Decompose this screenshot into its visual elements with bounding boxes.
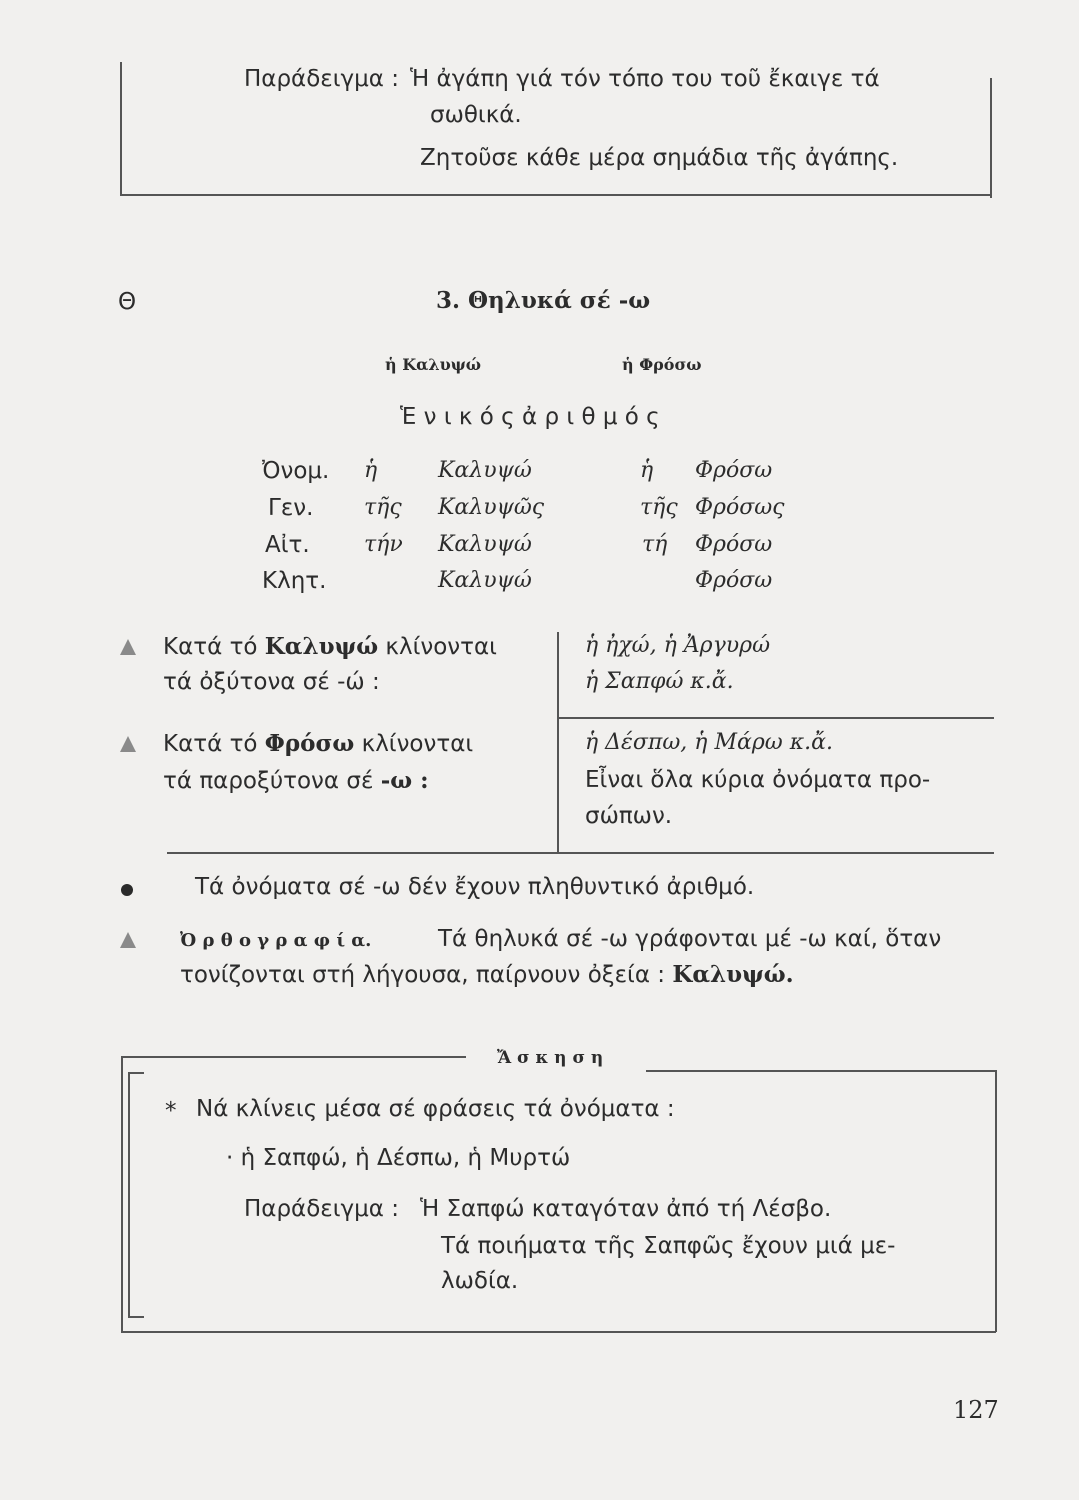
rule2-example3: σώπων. xyxy=(585,803,673,829)
article-froso: τή xyxy=(642,532,668,557)
case-label: Κλητ. xyxy=(262,568,327,594)
form-kalypso: Καλυψῶς xyxy=(438,495,545,520)
article-froso: τῆς xyxy=(640,495,678,520)
article-kalypso: τήν xyxy=(364,532,403,557)
warning-triangle-icon xyxy=(120,736,136,752)
rules-vertical-divider xyxy=(557,632,559,854)
section-title: 3. Θηλυκά σέ -ω xyxy=(436,287,651,314)
exercise-example1: Ἡ Σαπφώ καταγόταν ἀπό τή Λέσβο. xyxy=(420,1196,832,1222)
bullet-icon xyxy=(121,884,133,896)
rule2-line1: Κατά τό Φρόσω κλίνονται xyxy=(163,730,474,757)
exercise-box-left-outer xyxy=(121,1056,123,1332)
rule1-line2: τά ὀξύτονα σέ -ώ : xyxy=(163,669,380,695)
top-box-right-border xyxy=(990,78,992,198)
section-marker: Θ xyxy=(118,289,137,315)
top-example-line2: σωθικά. xyxy=(430,102,522,128)
rules-bottom-divider xyxy=(167,852,994,854)
form-froso: Φρόσω xyxy=(695,568,773,593)
form-froso: Φρόσως xyxy=(695,495,785,520)
top-example-line3: Ζητοῦσε κάθε μέρα σημάδια τῆς ἀγάπης. xyxy=(420,145,899,171)
case-label: Γεν. xyxy=(268,495,314,521)
exercise-box-inner-top xyxy=(128,1072,144,1074)
rule2-example1: ἡ Δέσπω, ἡ Μάρω κ.ἄ. xyxy=(585,730,833,755)
form-kalypso: Καλυψώ xyxy=(438,532,532,557)
rules-middle-divider xyxy=(557,717,994,719)
exercise-title: Ἄ σ κ η σ η xyxy=(497,1048,604,1068)
rule1-example1: ἡ ἠχώ, ἡ Ἀργυρώ xyxy=(585,633,771,658)
top-box-bottom-border xyxy=(120,194,991,196)
case-label: Αἰτ. xyxy=(265,532,310,558)
plural-note: Τά ὀνόματα σέ -ω δέν ἔχουν πληθυντικό ἀριθμό. xyxy=(195,874,755,900)
orthography-label: Ὀ ρ θ ο γ ρ α φ ί α. xyxy=(180,930,372,951)
exercise-box-top-right xyxy=(646,1070,996,1072)
heading-froso: ἡ Φρόσω xyxy=(622,355,702,374)
top-example-line1: Ἡ ἀγάπη γιά τόν τόπο του τοῦ ἔκαιγε τά xyxy=(410,66,880,92)
article-kalypso: ἡ xyxy=(364,458,378,483)
orthography-line1: Τά θηλυκά σέ -ω γράφονται μέ -ω καί, ὅταν xyxy=(438,926,942,952)
form-kalypso: Καλυψώ xyxy=(438,458,532,483)
form-kalypso: Καλυψώ xyxy=(438,568,532,593)
rule2-line2: τά παροξύτονα σέ -ω : xyxy=(163,767,429,794)
exercise-box-inner-bottom xyxy=(128,1316,144,1318)
case-label: Ὀνομ. xyxy=(262,458,330,484)
heading-kalypso: ἡ Καλυψώ xyxy=(385,355,482,374)
rule1-line1: Κατά τό Καλυψώ κλίνονται xyxy=(163,633,497,660)
article-kalypso: τῆς xyxy=(364,495,402,520)
rule2-example2: Εἶναι ὅλα κύρια ὀνόματα προ- xyxy=(585,767,931,793)
exercise-example-label: Παράδειγμα : xyxy=(244,1196,399,1222)
singular-number-title: Ἑ ν ι κ ό ς ἀ ρ ι θ μ ό ς xyxy=(400,404,660,430)
exercise-example2: Τά ποιήματα τῆς Σαπφῶς ἔχουν μιά με- xyxy=(441,1233,896,1259)
warning-triangle-icon xyxy=(120,932,136,948)
exercise-box-left-inner xyxy=(128,1072,130,1317)
exercise-names: · ἡ Σαπφώ, ἡ Δέσπω, ἡ Μυρτώ xyxy=(226,1145,571,1171)
exercise-box-right xyxy=(995,1070,997,1332)
orthography-line2: τονίζονται στή λήγουσα, παίρνουν ὀξεία : Καλυψώ. xyxy=(180,961,794,988)
exercise-box-bottom xyxy=(121,1331,996,1333)
exercise-star: * xyxy=(165,1098,177,1124)
form-froso: Φρόσω xyxy=(695,458,773,483)
rule1-example2: ἡ Σαπφώ κ.ἄ. xyxy=(585,669,734,694)
page-number: 127 xyxy=(953,1396,999,1424)
top-example-label: Παράδειγμα : xyxy=(244,66,399,92)
warning-triangle-icon xyxy=(120,639,136,655)
exercise-instruction: Νά κλίνεις μέσα σέ φράσεις τά ὀνόματα : xyxy=(196,1096,675,1122)
article-froso: ἡ xyxy=(640,458,654,483)
exercise-box-top-left xyxy=(121,1056,466,1058)
top-box-left-border xyxy=(120,62,122,194)
form-froso: Φρόσω xyxy=(695,532,773,557)
exercise-example3: λωδία. xyxy=(441,1268,519,1294)
